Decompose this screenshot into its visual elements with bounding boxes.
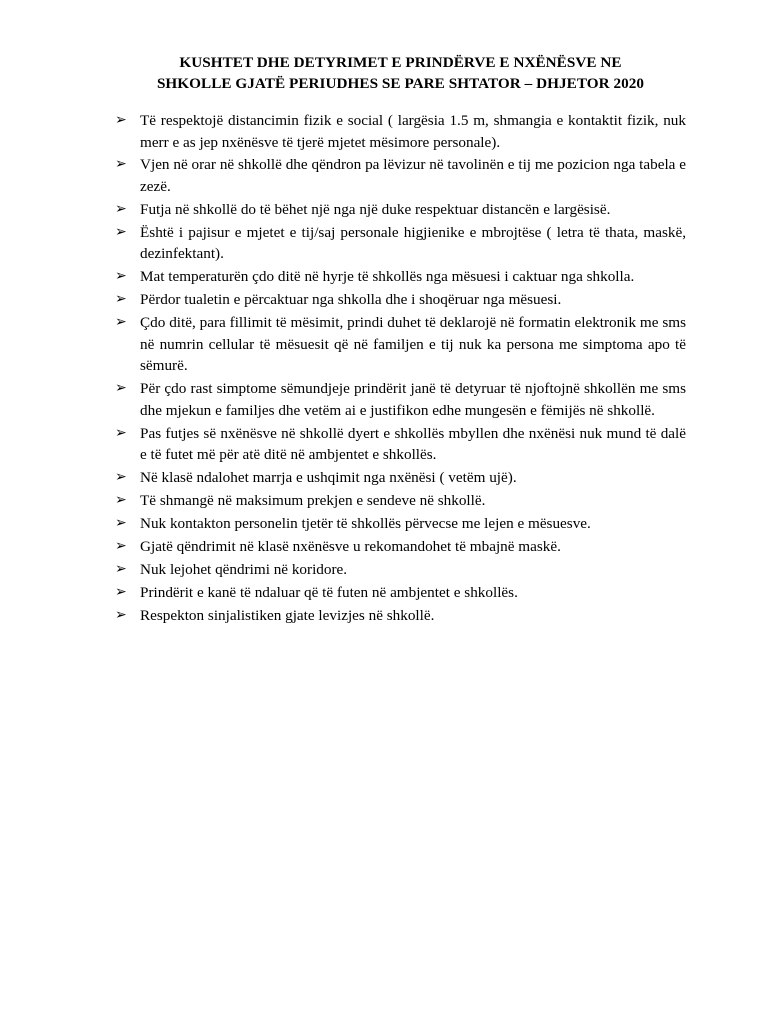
list-item-text: Është i pajisur e mjetet e tij/saj personale higjienike e mbrojtëse ( letra të thata, maskë, dezinfektant).	[140, 223, 686, 263]
list-item	[115, 199, 686, 221]
list-item-text: Vjen në orar në shkollë dhe qëndron pa lëvizur në tavolinën e tij me pozicion nga tabela e zezë.	[140, 156, 686, 196]
rules-list	[115, 110, 686, 626]
list-item-text: Pas futjes së nxënësve në shkollë dyert e shkollës mbyllen dhe nxënësi nuk mund të dalë e të futet më për atë ditë në ambjentet e shkollës.	[140, 424, 686, 464]
list-item	[115, 513, 686, 535]
list-item	[115, 110, 686, 153]
list-item-text: Përdor tualetin e përcaktuar nga shkolla dhe i shoqëruar nga mësuesi.	[140, 291, 562, 309]
title-line-2: SHKOLLE GJATË PERIUDHES SE PARE SHTATOR – DHJETOR 2020	[156, 75, 645, 92]
list-item	[115, 559, 686, 581]
list-item-text: Mat temperaturën çdo ditë në hyrje të shkollës nga mësuesi i caktuar nga shkolla.	[140, 268, 635, 286]
arrow-bullet-icon: ➢	[115, 514, 127, 531]
list-item-text: Futja në shkollë do të bëhet një nga një duke respektuar distancën e largësisë.	[140, 200, 611, 218]
list-item-text: Gjatë qëndrimit në klasë nxënësve u rekomandohet të mbajnë maskë.	[140, 537, 561, 555]
arrow-bullet-icon: ➢	[115, 112, 127, 128]
list-item-text: Në klasë ndalohet marrja e ushqimit nga nxënësi ( vetëm ujë).	[140, 469, 517, 487]
arrow-bullet-icon: ➢	[115, 314, 127, 331]
arrow-bullet-icon: ➢	[115, 424, 127, 441]
list-item-text: Prindërit e kanë të ndaluar që të futen në ambjentet e shkollës.	[140, 583, 518, 601]
list-item	[115, 266, 686, 288]
arrow-bullet-icon: ➢	[115, 606, 127, 623]
list-item-text: Nuk lejohet qëndrimi në koridore.	[140, 560, 348, 578]
title-line-1: KUSHTET DHE DETYRIMET E PRINDËRVE E NXËNËSVE NE	[179, 54, 622, 71]
arrow-bullet-icon: ➢	[115, 268, 127, 285]
list-item	[115, 423, 686, 466]
list-item	[115, 605, 686, 627]
arrow-bullet-icon: ➢	[115, 291, 127, 308]
list-item-text: Nuk kontakton personelin tjetër të shkollës përvecse me lejen e mësuesve.	[140, 514, 591, 532]
arrow-bullet-icon: ➢	[115, 560, 127, 577]
list-item	[115, 378, 686, 421]
list-item-text: Për çdo rast simptome sëmundjeje prindërit janë të detyruar të njoftojnë shkollën me sms dhe mjekun e familjes dhe vetëm ai e justifikon edhe mungesën e fëmijës në shkollë.	[140, 380, 686, 419]
list-item	[115, 222, 686, 265]
list-item	[115, 289, 686, 311]
list-item	[115, 467, 686, 489]
arrow-bullet-icon: ➢	[115, 156, 127, 173]
document-title	[115, 52, 686, 94]
arrow-bullet-icon: ➢	[115, 537, 127, 554]
arrow-bullet-icon: ➢	[115, 469, 127, 486]
arrow-bullet-icon: ➢	[115, 492, 127, 509]
list-item-text: Të shmangë në maksimum prekjen e sendeve në shkollë.	[140, 492, 486, 510]
list-item	[115, 154, 686, 197]
list-item	[115, 490, 686, 512]
arrow-bullet-icon: ➢	[115, 380, 127, 397]
list-item	[115, 582, 686, 604]
list-item-text: Respekton sinjalistiken gjate levizjes në shkollë.	[140, 606, 435, 624]
list-item-text: Të respektojë distancimin fizik e social ( largësia 1.5 m, shmangia e kontaktit fizik, nuk merr e as jep nxënësve të tjerë mjetet mësimore personale).	[140, 112, 686, 151]
list-item	[115, 536, 686, 558]
arrow-bullet-icon: ➢	[115, 223, 127, 240]
arrow-bullet-icon: ➢	[115, 200, 127, 217]
arrow-bullet-icon: ➢	[115, 583, 127, 600]
list-item-text: Çdo ditë, para fillimit të mësimit, prindi duhet të deklarojë në formatin elektronik me sms në numrin cellular të mësuesit që në familjen e tij nuk ka persona me simptoma apo të sëmurë.	[140, 314, 686, 375]
list-item	[115, 312, 686, 377]
